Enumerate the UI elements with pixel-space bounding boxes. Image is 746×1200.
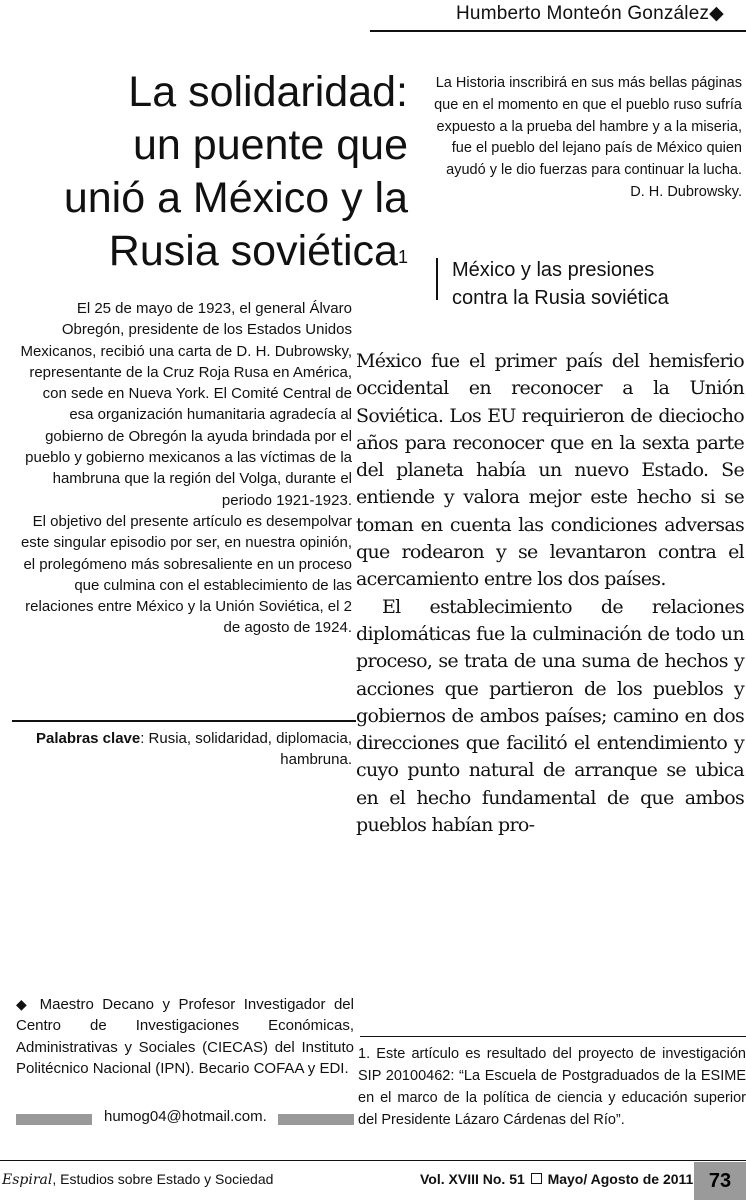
footnote: 1. Este artículo es resultado del proyecto de investigación SIP 20100462: “La Escuela de Postgraduados de la ESIME en el marco de la política de ciencia y educación superior del Presidente Lázaro Cárdenas del Río”.	[358, 1046, 746, 1128]
decorative-bar-right	[278, 1114, 354, 1125]
diamond-icon: ◆	[16, 996, 32, 1012]
header-rule	[370, 30, 746, 32]
author-email[interactable]: humog04@hotmail.com.	[104, 1108, 267, 1125]
square-bullet-icon	[531, 1173, 542, 1184]
section-heading	[452, 256, 742, 312]
title-line-4	[10, 225, 408, 278]
title-line-2: un puente que	[133, 121, 408, 169]
epigraph-attribution: D. H. Dubrowsky.	[630, 183, 742, 200]
title-footnote-mark: 1	[397, 247, 408, 267]
title-line-3: unió a México y la	[63, 174, 408, 222]
email-row	[16, 1108, 354, 1130]
journal-name: Espiral	[2, 1172, 53, 1188]
keywords-text: : Rusia, solidaridad, diplomacia, hambruna.	[140, 730, 352, 769]
author-name: Humberto Monteón González◆	[456, 3, 724, 24]
title-line-1: La solidaridad:	[128, 68, 408, 116]
abstract	[18, 298, 352, 639]
issue-volume: Vol. XVIII No. 51	[420, 1171, 525, 1187]
footer-rule	[0, 1160, 746, 1161]
epigraph-text: La Historia inscribirá en sus más bellas páginas que en el momento en que el pueblo ruso sufría expuesto a la prueba del hambre y a la miseria, fue el pueblo del lejano país de México quien ayudó y le dio fuerzas para continuar la lucha.	[434, 75, 742, 179]
title-line-4-text: Rusia soviética	[108, 227, 398, 275]
body-paragraph-2: El establecimiento de relaciones diplomáticas fue la culminación de todo un proceso, se trata de una suma de hechos y acciones que partieron de los pueblos y gobiernos de ambos países; camino en dos direcciones que facilitó el entendimiento y cuyo punto natural de arranque se ubica en el hecho fundamental de que ambos pueblos habían pro-	[356, 595, 744, 837]
section-heading-line-1: México y las presiones	[452, 259, 655, 281]
decorative-bar-left	[16, 1114, 92, 1125]
section-rule	[436, 258, 438, 300]
footer-journal	[2, 1171, 273, 1188]
body-text	[356, 348, 744, 839]
author-bio	[16, 994, 354, 1079]
issue-date: Mayo/ Agosto de 2011	[547, 1171, 694, 1187]
journal-subtitle: , Estudios sobre Estado y Sociedad	[52, 1171, 274, 1187]
keywords-label: Palabras clave	[35, 730, 141, 747]
footer-issue	[420, 1171, 693, 1187]
page-number: 73	[694, 1162, 746, 1200]
abstract-paragraph-1: El 25 de mayo de 1923, el general Álvaro Obregón, presidente de los Estados Unidos Mexicanos, recibió una carta de D. H. Dubrowsky, representante de la Cruz Roja Rusa en América, con sede en Nueva York. El Comité Central de esa organización humanitaria agradecía al gobierno de Obregón la ayuda brindada por el pueblo y gobierno mexicanos a las víctimas de la hambruna que la región del Volga, durante el periodo 1921-1923.	[20, 300, 352, 509]
footnote-rule	[360, 1036, 746, 1037]
article-title	[10, 66, 408, 278]
keywords	[18, 728, 352, 771]
abstract-paragraph-2: El objetivo del presente artículo es desempolvar este singular episodio por ser, en nuestra opinión, el prolegómeno más sobresaliente en un proceso que culmina con el establecimiento de las relaciones entre México y la Unión Soviética, el 2 de agosto de 1924.	[20, 512, 352, 637]
section-heading-line-2: contra la Rusia soviética	[452, 287, 669, 309]
epigraph	[420, 73, 742, 204]
bio-text: Maestro Decano y Profesor Investigador del Centro de Investigaciones Económicas, Administrativas y Sociales (CIECAS) del Instituto Politécnico Nacional (IPN). Becario COFAA y EDI.	[16, 996, 354, 1077]
abstract-rule	[12, 720, 356, 722]
body-paragraph-1: México fue el primer país del hemisferio occidental en reconocer a la Unión Soviética. Los EU requirieron de dieciocho años para reconocer que en la sexta parte del planeta había un nuevo Estado. Se entiende y valora mejor este hecho si se toman en cuenta las condiciones adversas que rodearon y se levantaron contra el acercamiento entre los dos países.	[356, 350, 744, 591]
